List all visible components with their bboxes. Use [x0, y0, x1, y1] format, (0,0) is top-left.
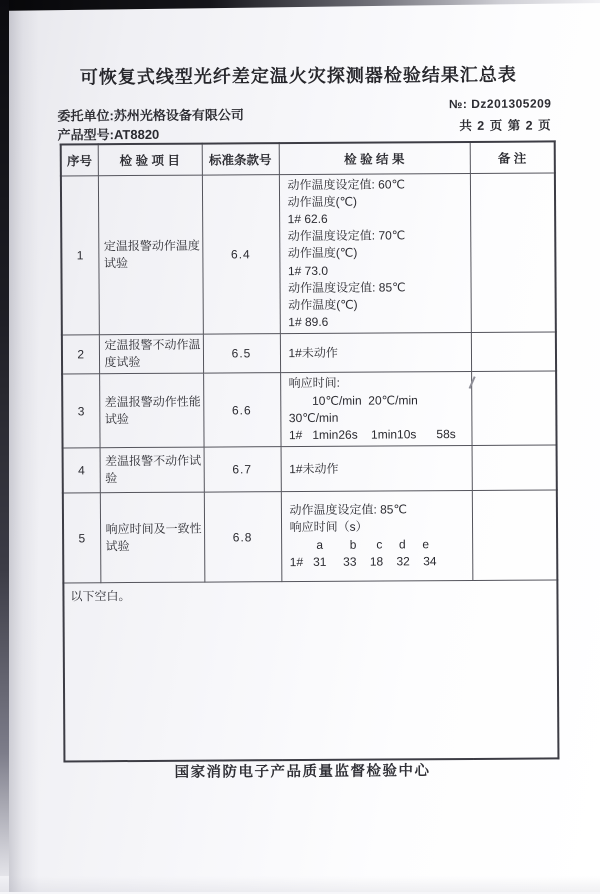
scan-edge-left — [0, 0, 9, 876]
header-seq: 序号 — [61, 144, 98, 175]
row-3-no: 3 — [62, 374, 99, 448]
header-item: 检 验 项 目 — [98, 144, 202, 176]
document-title: 可恢复式线型光纤差定温火灾探测器检验结果汇总表 — [79, 64, 517, 88]
row-5-clause: 6.8 — [204, 492, 282, 582]
row-2-item: 定温报警不动作温度试验 — [99, 334, 203, 374]
row-4-result: 1#未动作 — [281, 446, 472, 492]
blank-below-note: 以下空白。 — [63, 580, 558, 761]
row-2-result: 1#未动作 — [280, 333, 471, 373]
row-3-remark — [471, 371, 556, 445]
table-header-row — [61, 141, 555, 175]
header-remark: 备 注 — [470, 141, 555, 173]
product-model-line: 产品型号:AT8820 — [57, 126, 160, 143]
row-2-clause: 6.5 — [203, 334, 280, 373]
row-5-remark — [472, 490, 558, 581]
header-clause: 标准条款号 — [202, 143, 279, 174]
row-4-item: 差温报警不动作试验 — [100, 447, 204, 493]
row-3-clause: 6.6 — [203, 373, 280, 447]
issuing-center-name: 国家消防电子产品质量监督检验中心 — [174, 763, 431, 781]
client-line: 委托单位:苏州光格设备有限公司 — [57, 107, 244, 124]
table-blank-row — [63, 580, 558, 761]
row-4-remark — [472, 445, 557, 491]
row-4-clause: 6.7 — [204, 447, 281, 492]
row-5-item: 响应时间及一致性试验 — [100, 492, 205, 583]
table-row — [63, 490, 558, 583]
row-4-no: 4 — [63, 448, 100, 493]
row-1-item: 定温报警动作温度试验 — [98, 175, 203, 335]
row-3-item: 差温报警动作性能试验 — [99, 373, 203, 447]
table-row — [61, 172, 556, 335]
row-1-clause: 6.4 — [202, 174, 280, 334]
page-count: 共 2 页 第 2 页 — [459, 118, 552, 134]
row-3-result: 响应时间: 10℃/min 20℃/min 30℃/min 1# 1min26s 1min10s 58s — [280, 372, 471, 447]
row-2-no: 2 — [62, 335, 99, 374]
report-number: №: Dz201305209 — [448, 96, 552, 112]
header-result: 检 验 结 果 — [279, 142, 470, 174]
row-1-result: 动作温度设定值: 60℃ 动作温度(℃) 1# 62.6 动作温度设定值: 70℃ 动作温度(℃) 1# 73.0 动作温度设定值: 85℃ 动作温度(℃) 1# 89.6 — [279, 173, 471, 334]
row-1-remark — [470, 172, 556, 332]
table-row — [63, 445, 557, 493]
row-1-no: 1 — [61, 175, 99, 335]
table-row — [62, 371, 556, 448]
row-5-no: 5 — [63, 493, 101, 583]
row-2-remark — [471, 332, 556, 372]
table-row — [62, 332, 556, 374]
row-5-result: 动作温度设定值: 85℃ 响应时间（s） a b c d e 1# 31 33 18 32 34 — [281, 491, 473, 582]
inspection-results-table — [60, 140, 560, 762]
